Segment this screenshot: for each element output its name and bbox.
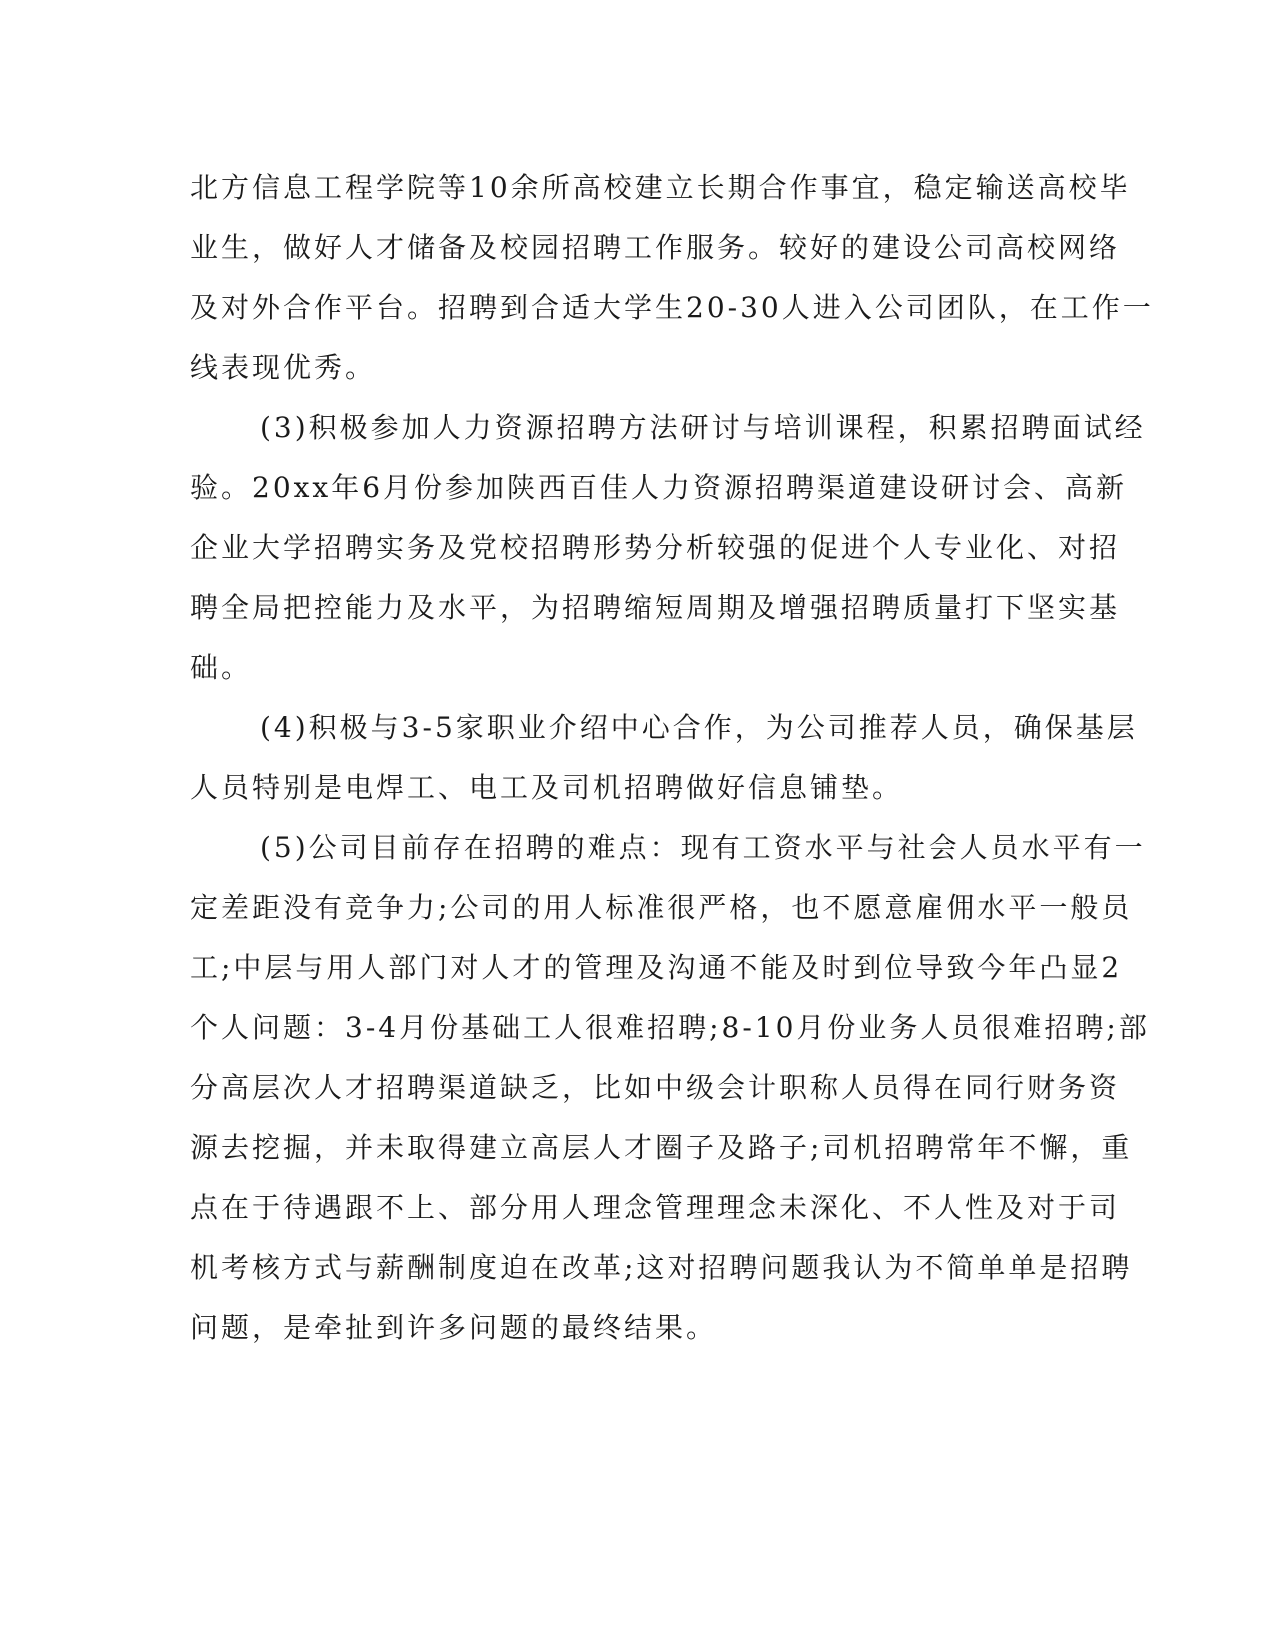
text-line: 分高层次人才招聘渠道缺乏，比如中级会计职称人员得在同行财务资 — [190, 1071, 1121, 1104]
text-line: 础。 — [190, 651, 253, 684]
text-line: 业生，做好人才储备及校园招聘工作服务。较好的建设公司高校网络 — [190, 231, 1121, 264]
text-line: (3)积极参加人力资源招聘方法研讨与培训课程，积累招聘面试经 — [260, 411, 1146, 444]
document-body — [190, 158, 1154, 1358]
text-line: 验。20xx年6月份参加陕西百佳人力资源招聘渠道建设研讨会、高新 — [190, 471, 1128, 504]
text-line: 人员特别是电焊工、电工及司机招聘做好信息铺垫。 — [190, 771, 904, 804]
text-line: 问题，是牵扯到许多问题的最终结果。 — [190, 1311, 718, 1344]
text-line: 源去挖掘，并未取得建立高层人才圈子及路子;司机招聘常年不懈，重 — [190, 1131, 1133, 1164]
paragraph-item-3 — [190, 398, 1146, 698]
text-line: 线表现优秀。 — [190, 351, 377, 384]
text-line: (4)积极与3-5家职业介绍中心合作，为公司推荐人员，确保基层 — [260, 711, 1138, 744]
text-line: 北方信息工程学院等10余所高校建立长期合作事宜，稳定输送高校毕 — [190, 171, 1131, 204]
paragraph-continued — [190, 158, 1154, 398]
text-line: 工;中层与用人部门对人才的管理及沟通不能及时到位导致今年凸显2 — [190, 951, 1123, 984]
paragraph-item-5 — [190, 818, 1150, 1358]
text-line: (5)公司目前存在招聘的难点：现有工资水平与社会人员水平有一 — [260, 831, 1146, 864]
text-line: 企业大学招聘实务及党校招聘形势分析较强的促进个人专业化、对招 — [190, 531, 1121, 564]
text-line: 聘全局把控能力及水平，为招聘缩短周期及增强招聘质量打下坚实基 — [190, 591, 1121, 624]
text-line: 个人问题：3-4月份基础工人很难招聘;8-10月份业务人员很难招聘;部 — [190, 1011, 1150, 1044]
text-line: 点在于待遇跟不上、部分用人理念管理理念未深化、不人性及对于司 — [190, 1191, 1121, 1224]
text-line: 定差距没有竞争力;公司的用人标准很严格，也不愿意雇佣水平一般员 — [190, 891, 1133, 924]
text-line: 及对外合作平台。招聘到合适大学生20-30人进入公司团队，在工作一 — [190, 291, 1154, 324]
text-line: 机考核方式与薪酬制度迫在改革;这对招聘问题我认为不简单单是招聘 — [190, 1251, 1133, 1284]
paragraph-item-4 — [190, 698, 1138, 818]
